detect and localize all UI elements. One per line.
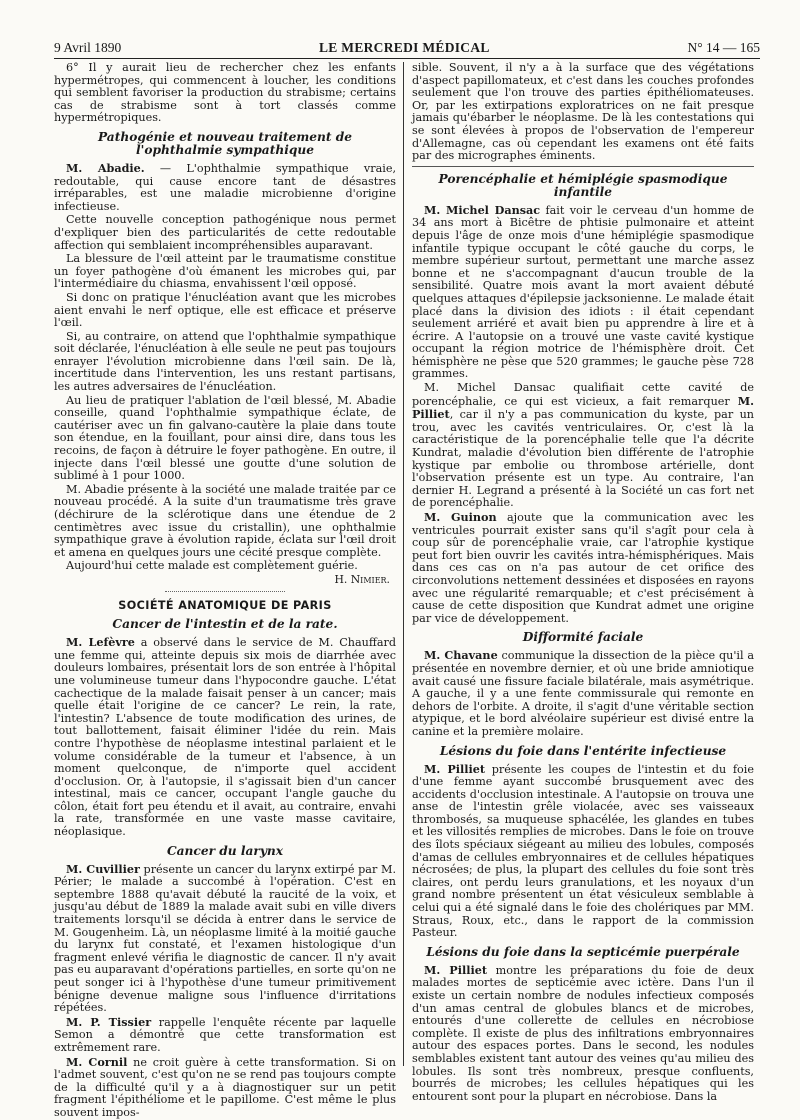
abadie-paragraph-8: Aujourd'hui cette malade est complètement guérie. bbox=[66, 559, 358, 573]
heading-porencephalie: Porencéphalie et hémiplégie spasmodique infantile bbox=[438, 171, 728, 199]
running-head bbox=[54, 38, 760, 56]
abadie-paragraph-4: Si donc on pratique l'énucléation avant que les microbes aient envahi le nerf optique, elle est efficace et préserve l'œil. bbox=[54, 290, 396, 330]
right-column bbox=[412, 61, 755, 1103]
chavane-paragraph bbox=[412, 649, 754, 738]
tissier-paragraph bbox=[54, 1016, 396, 1055]
pilliet-paragraph-2 bbox=[412, 964, 754, 1104]
heading-society: SOCIÉTÉ ANATOMIQUE DE PARIS bbox=[118, 598, 332, 612]
heading-difformite: Difformité faciale bbox=[522, 630, 644, 645]
lefevre-text: a observé dans le service de M. Chauffard une femme qui, atteinte depuis six mois de diarrhée avec douleurs lombaires, présentait lors de son entrée à l'hôpital une volumineuse tumeur dans l'hypocondre gauche. L'état cachectique de la malade faisait penser à un cancer; mais quelle était l'origine de ce cancer? Le rein, la rate, l'intestin? L'absence de toute modification des urines, de tout ballottement, faisait éliminer l'idée du rein. Mais contre l'hypothèse de néoplasme intestinal parlaient et le volume considérable de la tumeur et l'absence, à un moment quelconque, de n'importe quel accident d'occlusion. Or, à l'autopsie, il s'agissait bien d'un cancer intestinal, mais ce cancer, occupant l'angle gauche du côlon, était fort peu étendu et il avait, au contraire, envahi la rate, transformée en une vaste masse cavitaire, néoplasique. bbox=[54, 636, 396, 839]
guinon-paragraph bbox=[412, 511, 754, 625]
cornil-paragraph bbox=[54, 1056, 396, 1120]
tissier-text: rappelle l'enquête récente par laquelle Semon a démontré que cette transformation est extrêmement rare. bbox=[54, 1015, 396, 1054]
chavane-text: communique la dissection de la pièce qu'il a présentée en novembre dernier, et où une bride amniotique avait causé une fissure faciale bilatérale, mais asymétrique. A gauche, il y a une fente commissurale qui remonte en dehors de l'orbite. A droite, il s'agit d'une véritable section atypique, et le bord alvéolaire supérieur est divisé entre la canine et la première molaire. bbox=[412, 649, 754, 738]
header-rule bbox=[54, 58, 760, 59]
speaker-lefevre: M. Lefèvre bbox=[66, 635, 135, 650]
cornil-continuation: sible. Souvent, il n'y a à la surface que des végétations d'aspect papillomateux, et c'est dans les couches profondes seulement que l'on trouve des parties épithéliomateuses. Or, par les extirpations exploratrices on ne fait presque jamais qu'ébarber le néoplasme. De là les contestations qui se sont élevées à propos de l'observation de l'empereur d'Allemagne, cas où cependant les examens ont été faits par des micrographes éminents. bbox=[412, 61, 754, 163]
section-divider bbox=[412, 166, 754, 167]
abadie-paragraph-3: La blessure de l'œil atteint par le traumatisme constitue un foyer pathogène d'où émanent les microbes qui, par l'intermédiaire du chiasma, envahissent l'œil opposé. bbox=[54, 252, 396, 291]
dansac-paragraph-2 bbox=[412, 382, 754, 510]
abadie-paragraph-6: Au lieu de pratiquer l'ablation de l'œil blessé, M. Abadie conseille, quand l'ophthalmie sympathique éclate, de cautériser avec un fin galvano-cautère la plaie dans toute son étendue, en la fouillant, pour ainsi dire, dans tous les recoins, de façon à détruire le foyer pathogène. En outre, il injecte dans l'œil blessé une goutte d'une solution de sublimé à 1 pour 1000. bbox=[54, 393, 396, 483]
abadie-paragraph-1 bbox=[54, 162, 396, 213]
section-divider bbox=[165, 591, 285, 592]
strabisme-paragraph: 6° Il y aurait lieu de rechercher chez les enfants hypermétropes, qui commencent à loucher, les conditions qui semblent favoriser la production du strabisme; certains cas de strabisme sont à tort classés comme hypermétropiques. bbox=[54, 61, 396, 125]
cornil-text: ne croit guère à cette transformation. Si on l'admet souvent, c'est qu'on ne se rend pas toujours compte de la difficulté qu'il y a à diagnostiquer sur un petit fragment l'épithéliome et le papillome. C'est même le plus souvent impos- bbox=[54, 1055, 396, 1119]
pilliet-paragraph-1 bbox=[412, 763, 754, 940]
heading-ophthalmie: Pathogénie et nouveau traitement de l'ophthalmie sympathique bbox=[97, 129, 353, 157]
lefevre-paragraph bbox=[54, 636, 396, 839]
speaker-chavane: M. Chavane bbox=[424, 648, 498, 663]
speaker-cornil: M. Cornil bbox=[66, 1054, 128, 1069]
pilliet-text-2: montre les préparations du foie de deux malades mortes de septicémie avec ictère. Dans l'un il existe un certain nombre de nodules infectieux composés d'un amas central de globules blancs et de microbes, entourés d'une collerette de cellules en nécrobiose complète. Il existe de plus des infiltrations embryonnaires autour des espaces portes. Dans le second, les nodules semblables existent tant autour des veines qu'au milieu des lobules. Ils sont très nombreux, presque confluents, bourrés de microbes; les cellules hépatiques qui les entourent sont pour la plupart en nécrobiose. Dans la bbox=[412, 963, 754, 1103]
heading-intestin: Cancer de l'intestin et de la rate. bbox=[112, 617, 338, 632]
speaker-dansac: M. Michel Dansac bbox=[424, 202, 541, 217]
header-journal-title: LE MERCREDI MÉDICAL bbox=[319, 40, 490, 55]
abadie-text-1: — L'ophthalmie sympathique vraie, redoutable, qui cause encore tant de désastres irréparables, est une maladie microbienne d'origine infectieuse. bbox=[54, 161, 396, 213]
cuvillier-paragraph bbox=[54, 863, 396, 1015]
abadie-paragraph-2: Cette nouvelle conception pathogénique nous permet d'expliquer bien des particularités de cette redoutable affection qui semblaient incompréhensibles auparavant. bbox=[54, 213, 396, 252]
abadie-paragraph-5: Si, au contraire, on attend que l'ophthalmie sympathique soit déclarée, l'énucléation à elle seule ne peut pas toujours enrayer l'évolution microbienne dans l'œil sain. De là, incertitude dans l'intervention, les uns restant partisans, les autres adversaires de l'énucléation. bbox=[54, 329, 396, 394]
speaker-pilliet-1: M. Pilliet bbox=[424, 761, 486, 776]
speaker-pilliet-ref: M. Pilliet bbox=[412, 393, 754, 422]
speaker-pilliet-2: M. Pilliet bbox=[424, 962, 487, 977]
dansac-paragraph-1 bbox=[412, 204, 754, 381]
dansac-text-2a: M. Michel Dansac qualifiait cette cavité de porencéphalie, ce qui est vicieux, a fait remarquer bbox=[412, 381, 754, 408]
dansac-text-1: fait voir le cerveau d'un homme de 34 ans mort à Bicêtre de phtisie pulmonaire et atteint depuis l'âge de onze mois d'une hémiplégie spasmodique infantile typique occupant le côté gauche du corps, le membre supérieur surtout, permettant une marche assez bonne et ne s'accompagnant d'aucun trouble de la sensibilité. Quatre mois avant la mort avaient débuté quelques attaques d'épilepsie jacksonienne. Le malade était placé dans la division des idiots : il était cependant seulement arriéré et avait bien pu apprendre à lire et à écrire. A l'autopsie on a trouvé une vaste cavité kystique occupant la région motrice de l'hémisphère droit. Cet hémisphère ne pèse que 520 grammes; le gauche pèse 728 grammes. bbox=[412, 203, 754, 381]
pilliet-text-1: présente les coupes de l'intestin et du foie d'une femme ayant succombé brusquement avec des accidents d'occlusion intestinale. A l'autopsie on trouva une anse de l'intestin grêle violacée, avec ses vaisseaux thrombosés, sa muqueuse sphacélée, les glandes en tubes et les villosités remplies de microbes. Dans le foie on trouve des îlots spéciaux siégeant au milieu des lobules, composés d'amas de cellules embryonnaires et de cellules hépatiques nécrosées; de plus, la plupart des cellules du foie sont très claires, ont perdu leurs granulations, et les noyaux d'un grand nombre présentent un état vésiculeux semblable à celui qui a été signalé dans le foie des cholériques par MM. Straus, Roux, etc., dans le rapport de la commission Pasteur. bbox=[412, 762, 754, 940]
speaker-tissier: M. P. Tissier bbox=[66, 1014, 152, 1029]
dansac-text-2b: , car il n'y a pas communication du kyste, par un trou, avec les cavités ventriculaires. Or, c'est là la caractéristique de la porencéphalie telle que l'a décrite Kundrat, maladie d'évolution bien différente de l'atrophie kystique par embolie ou thrombose artérielle, dont l'observation présente est un type. Au contraire, l'an dernier H. Legrand a présenté à la Société un cas fort net de porencéphalie. bbox=[412, 408, 754, 510]
heading-foie-enterite: Lésions du foie dans l'entérite infectieuse bbox=[439, 743, 727, 758]
speaker-abadie: M. Abadie. bbox=[66, 160, 145, 175]
column-rule bbox=[403, 62, 404, 1066]
header-date: 9 Avril 1890 bbox=[54, 40, 122, 55]
abadie-paragraph-7: M. Abadie présente à la société une malade traitée par ce nouveau procédé. A la suite d'un traumatisme très grave (déchirure de la sclérotique dans une étendue de 2 centimètres avec issue du cristallin), une ophthalmie sympathique grave à évolution rapide, éclata sur l'œil droit et amena en quelques jours une cécité presque complète. bbox=[54, 482, 396, 559]
speaker-guinon: M. Guinon bbox=[424, 510, 497, 524]
article-signature: H. Nimier. bbox=[334, 572, 390, 586]
heading-larynx: Cancer du larynx bbox=[166, 843, 284, 858]
speaker-cuvillier: M. Cuvillier bbox=[66, 861, 140, 876]
guinon-text: ajoute que la communication avec les ventricules pourrait exister sans qu'il s'agît pour cela à coup sûr de porencéphalie vraie, car l'atrophie kystique peut fort bien ouvrir les cavités intra-hémisphériques. Mais dans ces cas on n'a pas autour de cet orifice des circonvolutions nettement dessinées et disposées en rayons avec une régularité remarquable; et c'est précisément à cause de cette disposition que Kundrat admet une origine par vice de développement. bbox=[412, 511, 755, 625]
header-issue-page: N° 14 — 165 bbox=[687, 40, 760, 55]
cuvillier-text: présente un cancer du larynx extirpé par M. Périer; le malade a succombé à l'opération. C'est en septembre 1888 qu'avait débuté la raucité de la voix, et jusqu'au début de 1889 la malade avait subi en ville divers traitements lorsqu'il se décida à entrer dans le service de M. Gougenheim. Là, un néoplasme limité à la moitié gauche du larynx fut constaté, et l'examen histologique d'un fragment enlevé vérifia le diagnostic de cancer. Il n'y avait pas eu auparavant d'opérations partielles, en sorte qu'on ne peut songer ici à l'hypothèse d'une tumeur primitivement bénigne devenue maligne sous l'influence d'irritations répétées. bbox=[54, 862, 397, 1015]
heading-foie-septicemie: Lésions du foie dans la septicémie puerpérale bbox=[426, 944, 740, 959]
left-column bbox=[54, 61, 397, 1119]
